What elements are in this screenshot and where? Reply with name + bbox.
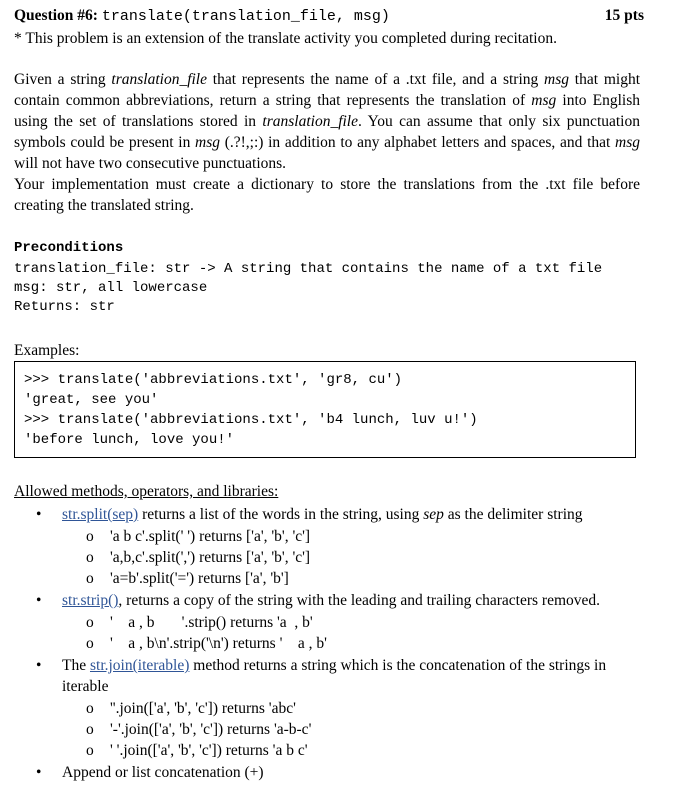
description [14,69,640,216]
strip-link[interactable]: str.strip() [62,592,119,609]
description-paragraph-2: Your implementation must create a dictionary to store the translations from the .txt file before creating the translated string. [14,176,640,214]
subitem-text: 'a b c'.split(' ') returns ['a', 'b', 'c'] [110,528,311,545]
subitem-text: ' a , b '.strip() returns 'a , b' [110,614,313,631]
circle-bullet-icon: o [86,570,94,587]
circle-bullet-icon: o [86,721,94,738]
example-line: >>> translate('abbreviations.txt', 'b4 lunch, luv u!') [24,412,478,428]
example-line: >>> translate('abbreviations.txt', 'gr8, cu') [24,372,403,388]
circle-bullet-icon: o [86,614,94,631]
subitem-text: 'a=b'.split('=') returns ['a', 'b'] [110,570,289,587]
bullet-icon: • [36,657,42,674]
question-label: Question #6: [14,7,98,24]
join-link[interactable]: str.join(iterable) [89,657,190,674]
examples-box [14,361,636,458]
circle-bullet-icon: o [86,635,94,652]
circle-bullet-icon: o [86,700,94,717]
points: 15 pts [604,7,644,24]
bullet-icon: • [36,506,42,523]
subitem-text: '-'.join(['a', 'b', 'c']) returns 'a-b-c' [110,721,312,738]
recitation-note: * This problem is an extension of the translate activity you completed during recitation. [14,30,557,47]
example-line: 'before lunch, love you!' [24,432,235,448]
split-link[interactable]: str.split(sep) [62,506,139,523]
function-signature: translate(translation_file, msg) [101,8,390,25]
bullet-icon: • [36,764,42,781]
subitem-text: ' '.join(['a', 'b', 'c']) returns 'a b c' [110,742,308,759]
subitem-text: ' a , b\n'.strip('\n') returns ' a , b' [110,635,327,652]
append-text: Append or list concatenation (+) [62,764,264,781]
precondition-line: translation_file: str -> A string that contains the name of a txt file [14,261,603,277]
precondition-line: Returns: str [14,299,115,315]
description-paragraph-1: Given a string translation_file that represents the name of a .txt file, and a string msg that might contain common abbreviations, return a string that represents the translation of msg into English using the set of translations stored in translation_file. You can assume that only six punctuation symbols could be present in msg (.?!,;:) in addition to any alphabet letters and spaces, and that msg will not have two consecutive punctuations. [14,71,640,172]
subitem-text: 'a,b,c'.split(',') returns ['a', 'b', 'c'] [110,549,311,566]
example-line: 'great, see you' [24,392,159,408]
preconditions-title: Preconditions [14,240,124,256]
precondition-line: msg: str, all lowercase [14,280,208,296]
circle-bullet-icon: o [86,742,94,759]
examples-title: Examples: [14,342,80,359]
subitem-text: ''.join(['a', 'b', 'c']) returns 'abc' [110,700,296,717]
allowed-title: Allowed methods, operators, and libraries: [14,483,279,500]
bullet-icon: • [36,592,42,609]
question-header [14,5,644,27]
circle-bullet-icon: o [86,528,94,545]
circle-bullet-icon: o [86,549,94,566]
